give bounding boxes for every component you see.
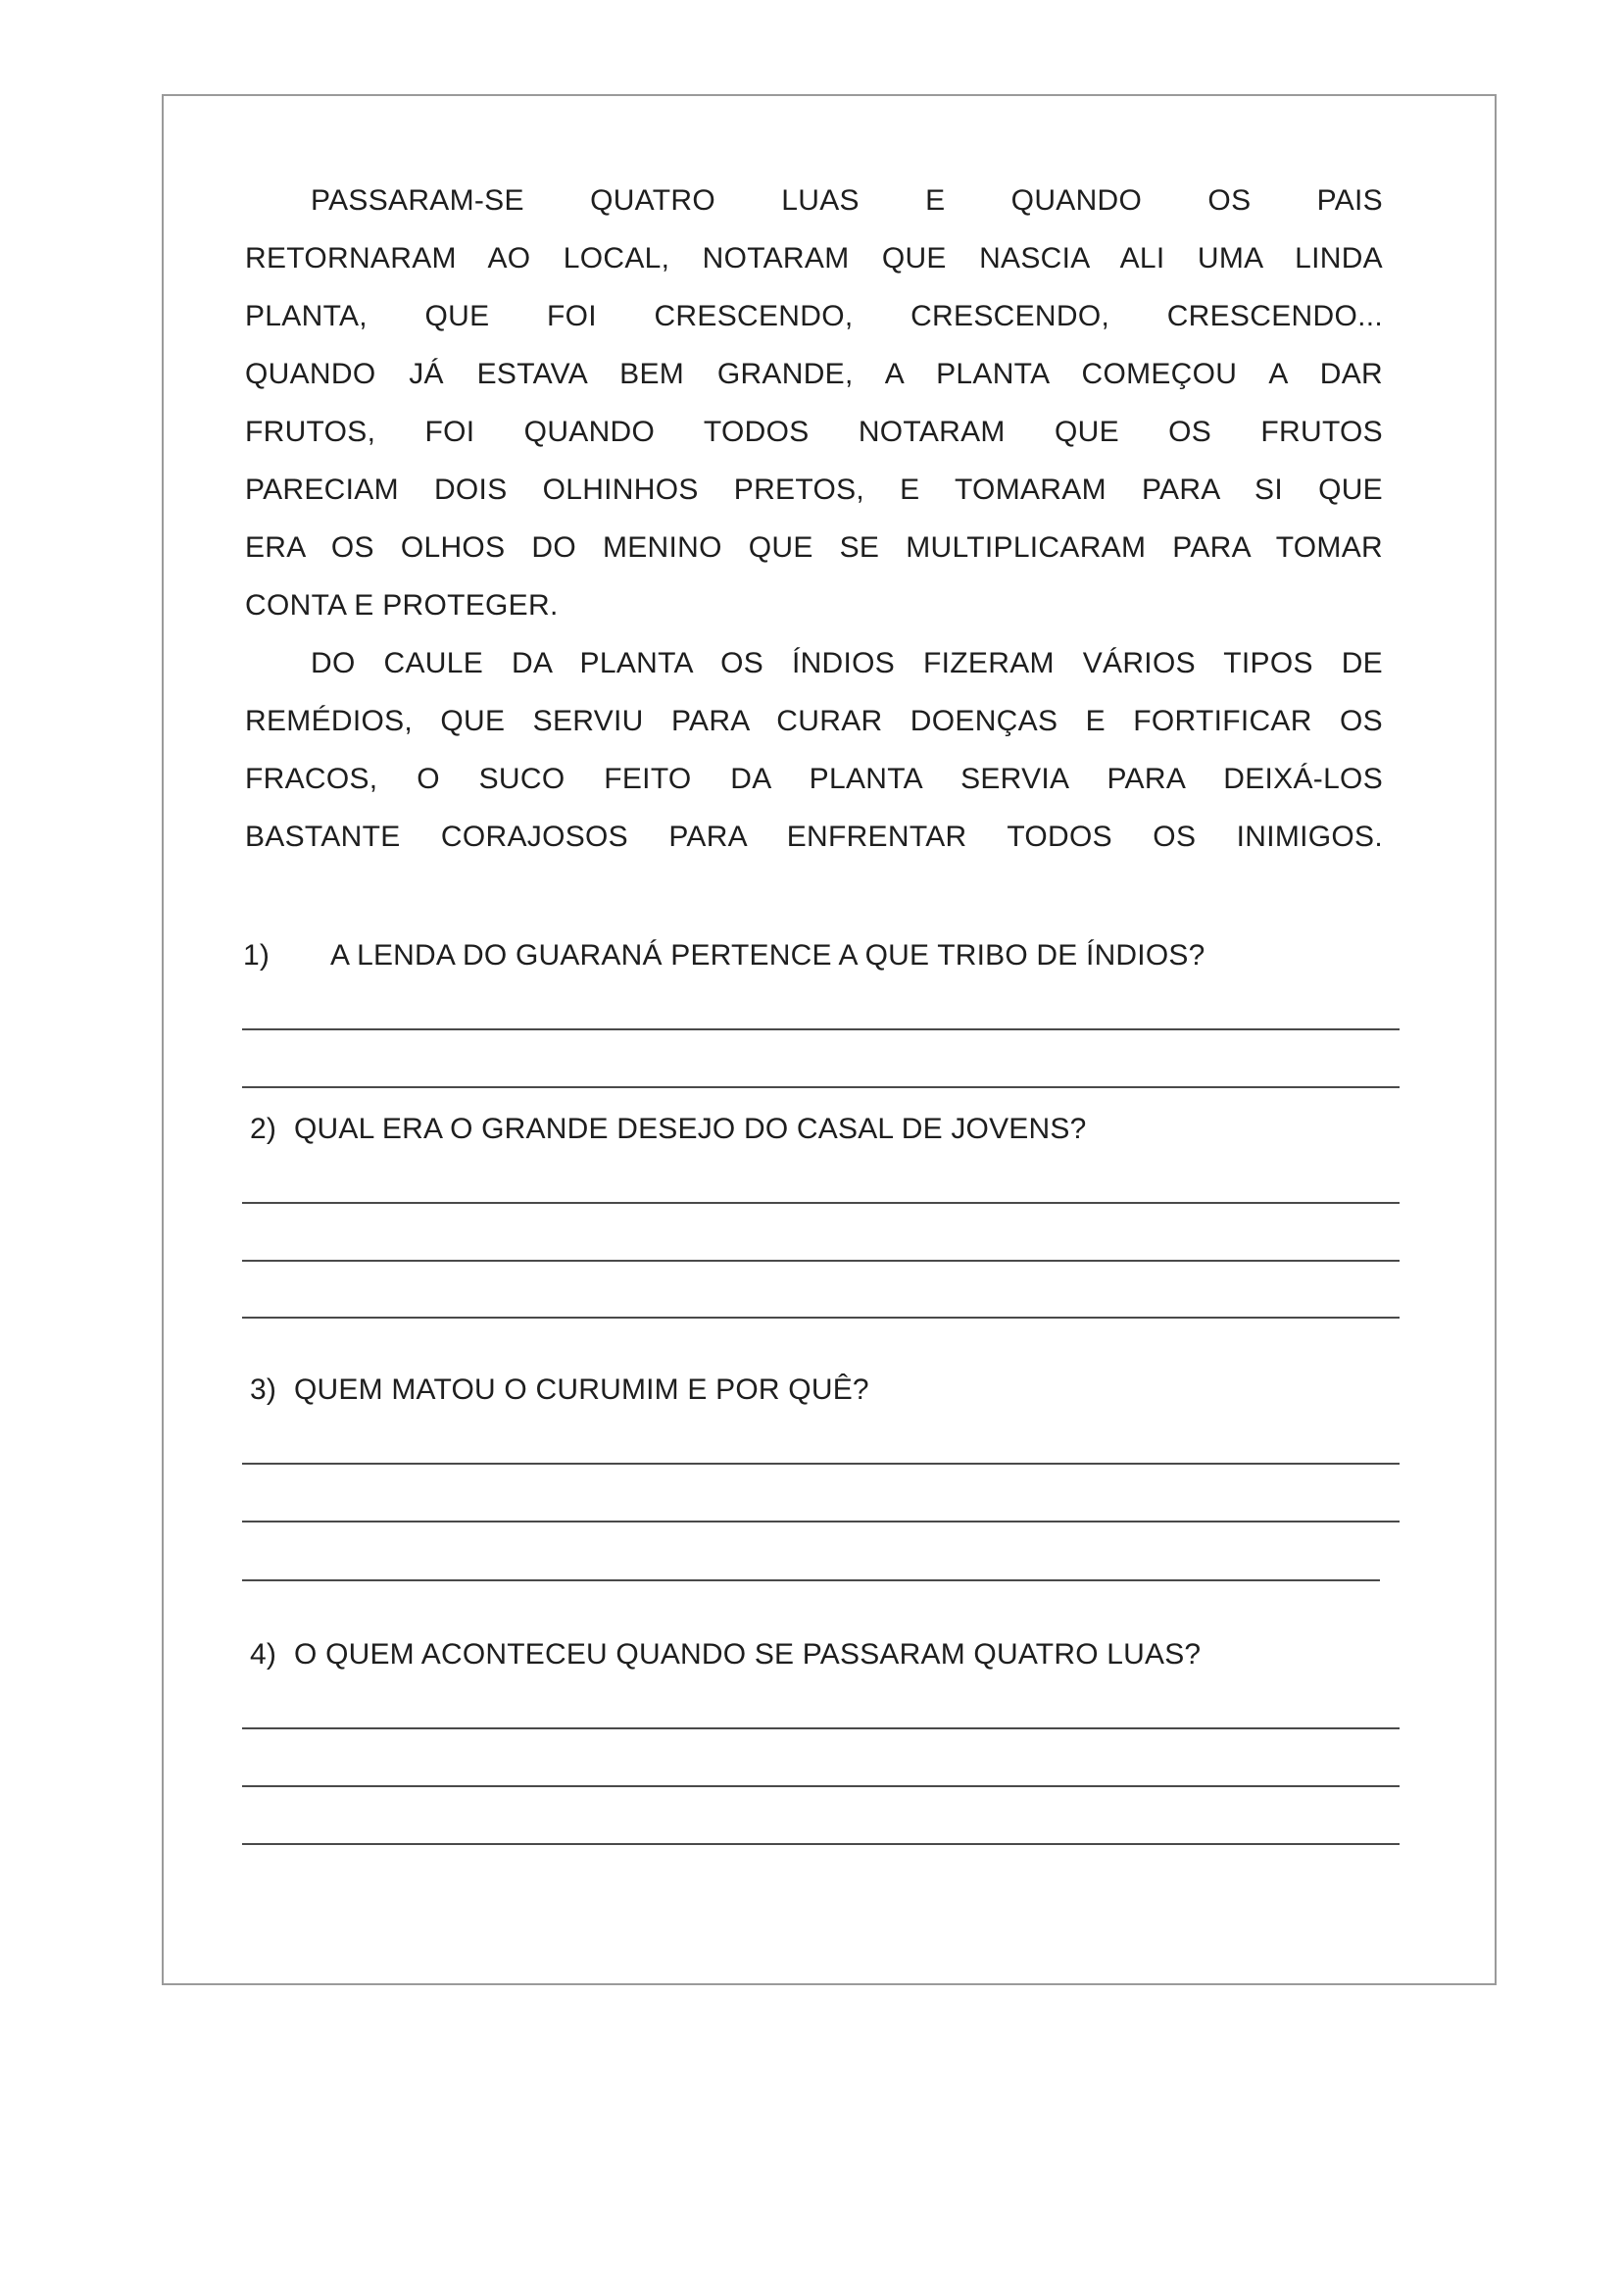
paragraph-line: PASSARAM-SE QUATRO LUAS E QUANDO OS PAIS — [311, 184, 1383, 217]
answer-line[interactable] — [242, 1202, 1400, 1204]
answer-line[interactable] — [242, 1843, 1400, 1845]
answer-line[interactable] — [242, 1086, 1400, 1088]
answer-line[interactable] — [242, 1727, 1400, 1729]
story-paragraph-2 — [245, 634, 1383, 866]
answer-line[interactable] — [242, 1463, 1400, 1465]
question-number: 4) — [250, 1638, 277, 1671]
paragraph-line: REMÉDIOS, QUE SERVIU PARA CURAR DOENÇAS E FORTIFICAR OS — [245, 705, 1383, 737]
paragraph-line: ERA OS OLHOS DO MENINO QUE SE MULTIPLICARAM PARA TOMAR — [245, 531, 1383, 564]
answer-line[interactable] — [242, 1579, 1380, 1581]
paragraph-line: RETORNARAM AO LOCAL, NOTARAM QUE NASCIA ALI UMA LINDA — [245, 242, 1383, 275]
question-text: O QUEM ACONTECEU QUANDO SE PASSARAM QUATRO LUAS? — [294, 1638, 1202, 1671]
paragraph-line: QUANDO JÁ ESTAVA BEM GRANDE, A PLANTA COMEÇOU A DAR — [245, 358, 1383, 390]
question-text: QUEM MATOU O CURUMIM E POR QUÊ? — [294, 1373, 869, 1406]
paragraph-line: FRUTOS, FOI QUANDO TODOS NOTARAM QUE OS FRUTOS — [245, 416, 1383, 448]
answer-line[interactable] — [242, 1521, 1400, 1522]
question-number: 3) — [250, 1373, 277, 1406]
question-2 — [250, 1112, 1086, 1147]
question-text: A LENDA DO GUARANÁ PERTENCE A QUE TRIBO DE ÍNDIOS? — [330, 939, 1205, 972]
question-1 — [243, 938, 1205, 973]
paragraph-line: FRACOS, O SUCO FEITO DA PLANTA SERVIA PARA DEIXÁ-LOS — [245, 763, 1383, 795]
paragraph-line: CONTA E PROTEGER. — [245, 589, 559, 622]
paragraph-line: PLANTA, QUE FOI CRESCENDO, CRESCENDO, CRESCENDO... — [245, 300, 1383, 332]
paragraph-line: PARECIAM DOIS OLHINHOS PRETOS, E TOMARAM PARA SI QUE — [245, 474, 1383, 506]
question-3 — [250, 1373, 869, 1408]
paragraph-line: DO CAULE DA PLANTA OS ÍNDIOS FIZERAM VÁRIOS TIPOS DE — [311, 647, 1383, 679]
answer-line[interactable] — [242, 1317, 1400, 1319]
answer-line[interactable] — [242, 1785, 1400, 1787]
answer-line[interactable] — [242, 1260, 1400, 1262]
question-text: QUAL ERA O GRANDE DESEJO DO CASAL DE JOVENS? — [294, 1113, 1087, 1145]
question-number: 1) — [243, 939, 270, 972]
story-paragraph-1 — [245, 172, 1383, 634]
paragraph-line: BASTANTE CORAJOSOS PARA ENFRENTAR TODOS OS INIMIGOS. — [245, 821, 1383, 853]
question-number: 2) — [250, 1113, 277, 1145]
answer-line[interactable] — [242, 1028, 1400, 1030]
question-4 — [250, 1637, 1201, 1672]
